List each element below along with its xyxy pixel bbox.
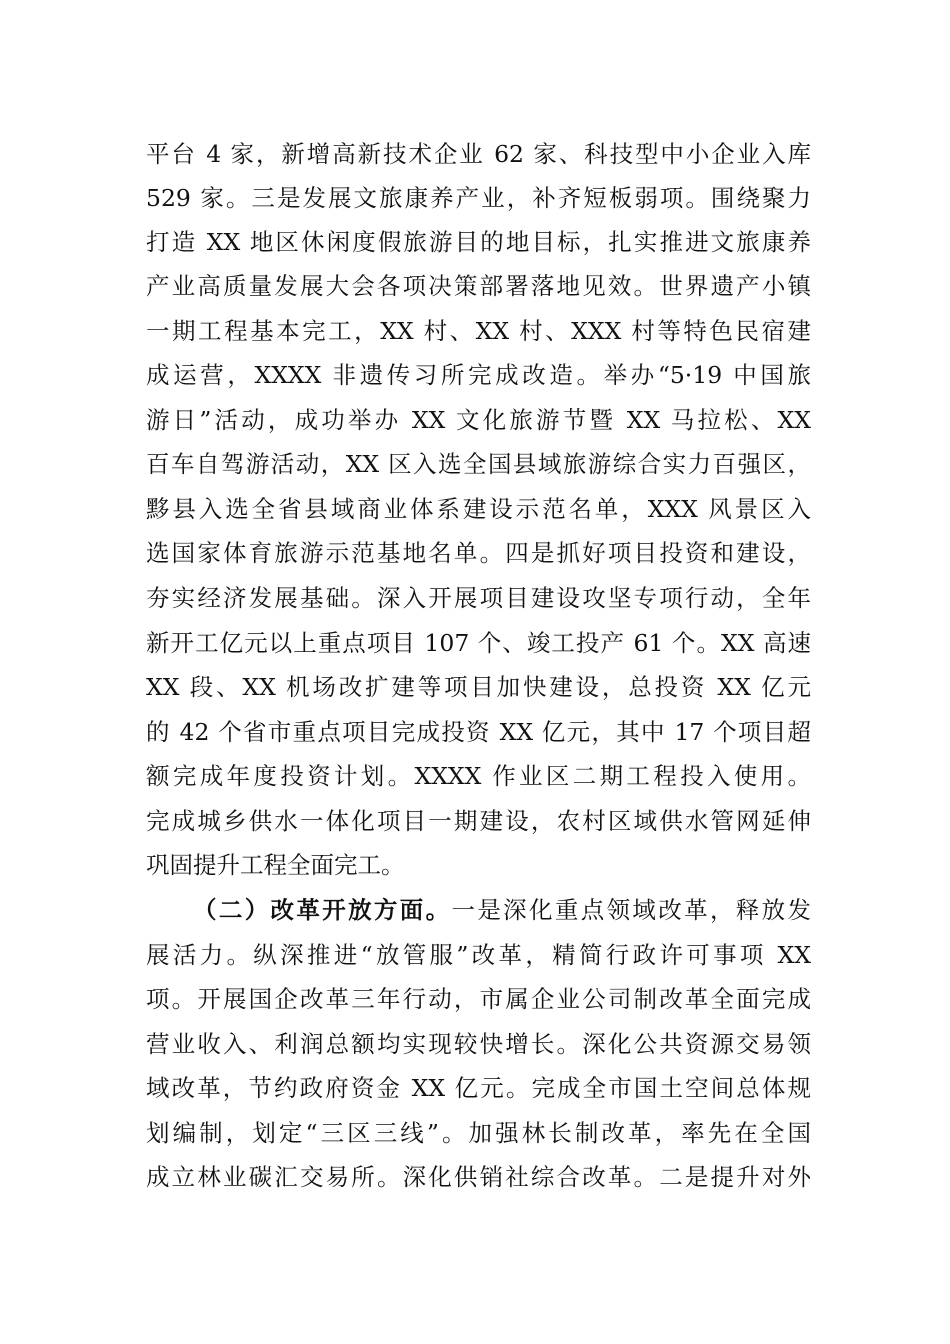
paragraph-line: 成运营，XXXX 非遗传习所完成改造。举办“5·19 中国旅	[146, 361, 811, 389]
paragraph-line: 额完成年度投资计划。XXXX 作业区二期工程投入使用。	[146, 762, 811, 790]
paragraph-line: 成立林业碳汇交易所。深化供销社综合改革。二是提升对外	[146, 1163, 811, 1191]
paragraph-line: 平台 4 家，新增高新技术企业 62 家、科技型中小企业入库	[146, 140, 811, 168]
paragraph-line: 域改革，节约政府资金 XX 亿元。完成全市国土空间总体规	[146, 1074, 811, 1102]
paragraph-line: 划编制，划定“三区三线”。加强林长制改革，率先在全国	[146, 1119, 811, 1147]
section-first-line-text: 一是深化重点领域改革，释放发	[451, 896, 812, 924]
paragraph-line: XX 段、XX 机场改扩建等项目加快建设，总投资 XX 亿元	[146, 673, 811, 701]
paragraph-line: 的 42 个省市重点项目完成投资 XX 亿元，其中 17 个项目超	[146, 718, 811, 746]
paragraph-line: 项。开展国企改革三年行动，市属企业公司制改革全面完成	[146, 985, 811, 1013]
paragraph-line: 一期工程基本完工，XX 村、XX 村、XXX 村等特色民宿建	[146, 317, 811, 345]
paragraph-line: 产业高质量发展大会各项决策部署落地见效。世界遗产小镇	[146, 272, 811, 300]
paragraph-line: 完成城乡供水一体化项目一期建设，农村区域供水管网延伸	[146, 807, 811, 835]
paragraph-line: 黟县入选全省县域商业体系建设示范名单，XXX 风景区入	[146, 495, 811, 523]
paragraph-line: 巩固提升工程全面完工。	[146, 851, 405, 879]
paragraph-line: 游日”活动，成功举办 XX 文化旅游节暨 XX 马拉松、XX	[146, 406, 811, 434]
paragraph-line: 夯实经济发展基础。深入开展项目建设攻坚专项行动，全年	[146, 584, 811, 612]
paragraph-line: 529 家。三是发展文旅康养产业，补齐短板弱项。围绕聚力	[146, 184, 811, 212]
paragraph-line: 打造 XX 地区休闲度假旅游目的地目标，扎实推进文旅康养	[146, 228, 811, 256]
paragraph-line: 百车自驾游活动，XX 区入选全国县域旅游综合实力百强区，	[146, 450, 811, 478]
paragraph-line: 选国家体育旅游示范基地名单。四是抓好项目投资和建设，	[146, 539, 811, 567]
paragraph-line: 新开工亿元以上重点项目 107 个、竣工投产 61 个。XX 高速	[146, 629, 811, 657]
section-heading: （二）改革开放方面。	[193, 896, 452, 924]
paragraph-line: 营业收入、利润总额均实现较快增长。深化公共资源交易领	[146, 1030, 811, 1058]
section-heading-line	[193, 895, 811, 925]
paragraph-line: 展活力。纵深推进“放管服”改革，精简行政许可事项 XX	[146, 941, 811, 969]
